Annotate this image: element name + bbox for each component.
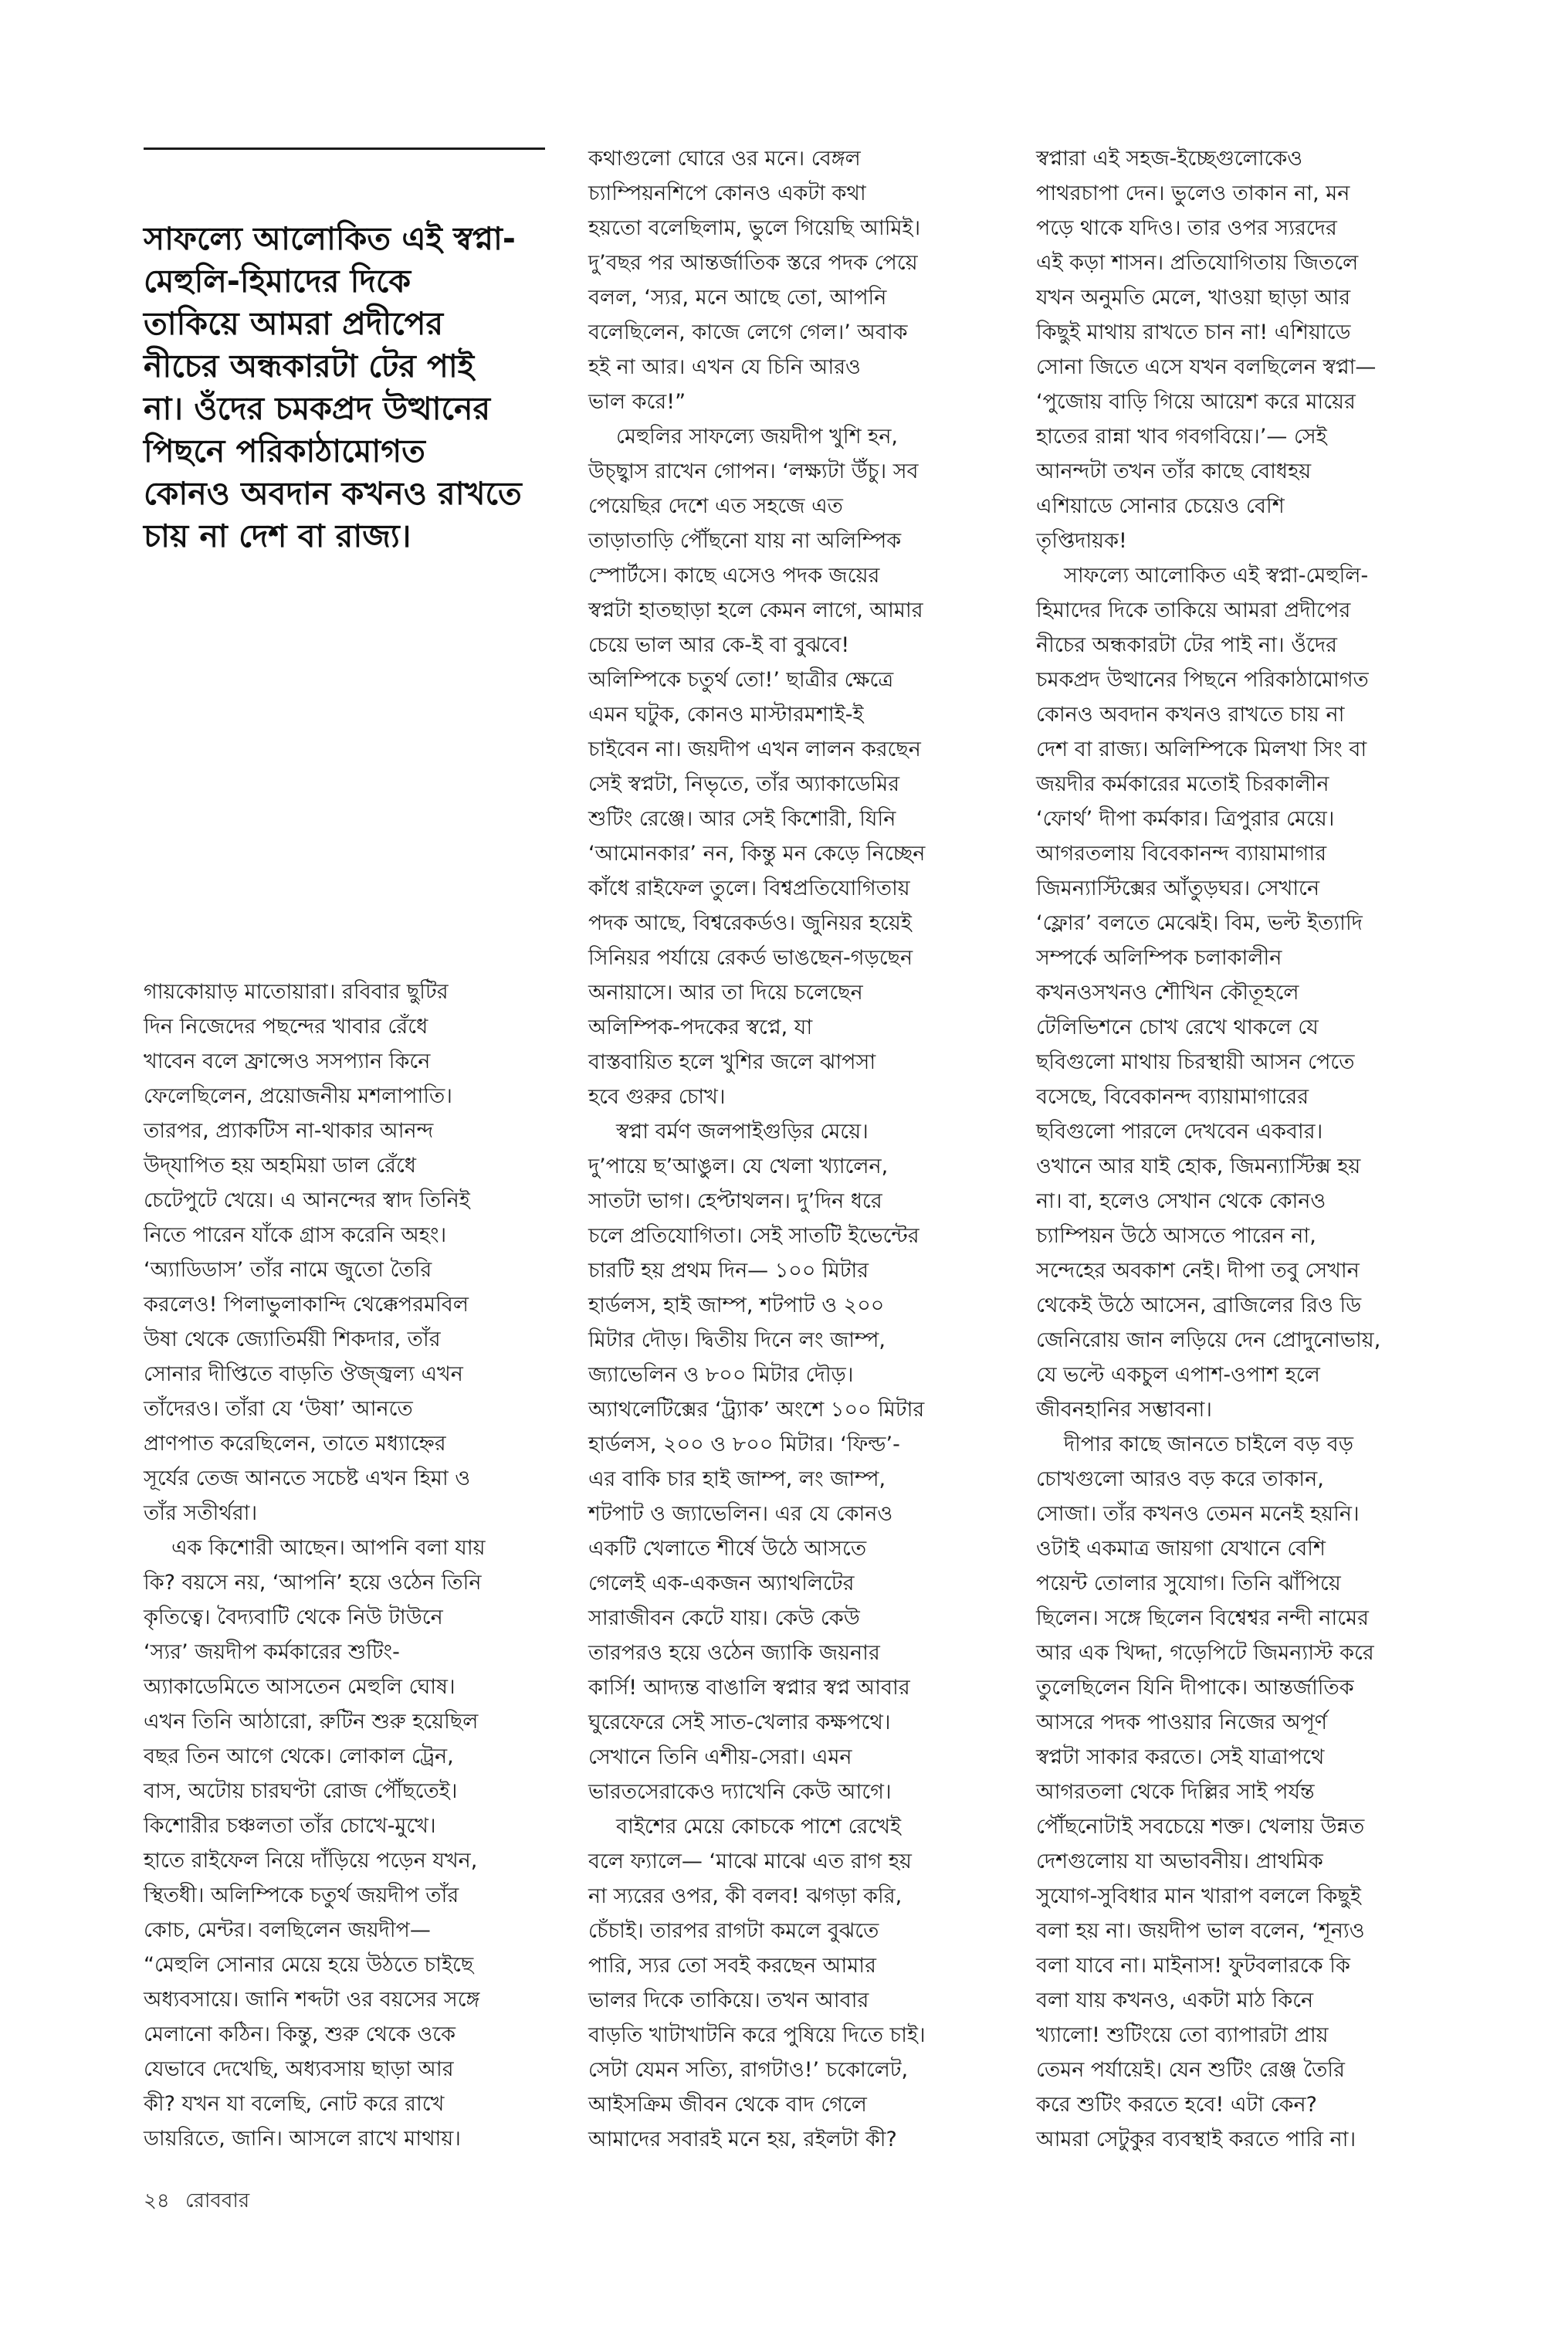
text-line: আইসক্রিম জীবন থেকে বাদ গেলে <box>588 2093 867 2117</box>
text-line: সিনিয়র পর্যায়ে রেকর্ড ভাঙছেন-গড়ছেন <box>588 946 913 970</box>
paragraph-start-line: সাফল্যে আলোকিত এই স্বপ্না-মেহুলি- <box>1064 564 1369 588</box>
text-line: বাস, অটোয় চারঘণ্টা রোজ পৌঁছতেই। <box>144 1779 458 1803</box>
text-line: তুলেছিলেন যিনি দীপাকে। আন্তর্জাতিক <box>1036 1676 1354 1700</box>
pull-quote-line: কোনও অবদান কখনও রাখতে <box>144 475 522 512</box>
text-line: খাবেন বলে ফ্রান্সেও সসপ্যান কিনে <box>144 1049 431 1073</box>
text-line: ছবিগুলো মাথায় চিরস্থায়ী আসন পেতে <box>1036 1050 1355 1074</box>
text-line: স্বপ্নটা সাকার করতে। সেই যাত্রাপথে <box>1036 1745 1325 1769</box>
text-line: করলেও! পিলাভুলাকান্দি থেক্কেপরমবিল <box>144 1293 469 1317</box>
article-column-middle <box>588 141 926 2157</box>
text-line: সোনার দীপ্তিতে বাড়তি ঔজ্জ্বল্য এখন <box>144 1362 463 1386</box>
text-line: পদক আছে, বিশ্বরেকর্ডও। জুনিয়র হয়েই <box>588 911 912 935</box>
text-line: তারপর, প্র্যাকটিস না-থাকার আনন্দ <box>144 1119 434 1143</box>
text-line: চেটেপুটে খেয়ে। এ আনন্দের স্বাদ তিনিই <box>144 1188 470 1212</box>
text-line: তৃপ্তিদায়ক! <box>1036 529 1127 553</box>
text-line: বলা যাবে না। মাইনাস! ফুটবলারকে কি <box>1036 1954 1350 1978</box>
text-line: বলা যায় কখনও, একটা মাঠ কিনে <box>1036 1989 1314 2012</box>
text-line: ডায়রিতে, জানি। আসলে রাখে মাথায়। <box>144 2127 461 2151</box>
text-line: না। বা, হলেও সেখান থেকে কোনও <box>1036 1189 1326 1213</box>
paragraph-start-line: স্বপ্না বর্মণ জলপাইগুড়ির মেয়ে। <box>616 1120 869 1144</box>
text-line: হাতে রাইফেল নিয়ে দাঁড়িয়ে পড়েন যখন, <box>144 1849 478 1873</box>
text-line: মেলানো কঠিন। কিন্তু, শুরু থেকে ওকে <box>144 2023 455 2046</box>
text-line: আগরতলা থেকে দিল্লির সাই পর্যন্ত <box>1036 1780 1315 1804</box>
text-line: দু’বছর পর আন্তর্জাতিক স্তরে পদক পেয়ে <box>588 251 918 275</box>
text-line: কোচ, মেন্টর। বলছিলেন জয়দীপ— <box>144 1918 431 1942</box>
text-line: চোখগুলো আরও বড় করে তাকান, <box>1036 1467 1324 1491</box>
text-line: বসেছে, বিবেকানন্দ ব্যায়ামাগারের <box>1036 1085 1309 1109</box>
paragraph-start-line: বাইশের মেয়ে কোচকে পাশে রেখেই <box>616 1815 902 1839</box>
text-line: দিন নিজেদের পছন্দের খাবার রেঁধে <box>144 1015 428 1039</box>
text-line: সুযোগ-সুবিধার মান খারাপ বললে কিছুই <box>1036 1884 1361 1908</box>
text-line: সন্দেহের অবকাশ নেই। দীপা তবু সেখান <box>1036 1259 1360 1283</box>
text-line: প্রাণপাত করেছিলেন, তাতে মধ্যাহ্নের <box>144 1432 446 1456</box>
text-line: হার্ডলস, ২০০ ও ৮০০ মিটার। ‘ফিল্ড’- <box>588 1433 900 1456</box>
text-line: দেশগুলোয় যা অভাবনীয়। প্রাথমিক <box>1036 1850 1323 1873</box>
text-line: ভালর দিকে তাকিয়ে। তখন আবার <box>588 1989 869 2012</box>
text-line: পৌঁছনোটাই সবচেয়ে শক্ত। খেলায় উন্নত <box>1036 1815 1365 1839</box>
text-line: সোজা। তাঁর কখনও তেমন মনেই হয়নি। <box>1036 1502 1360 1526</box>
pull-quote-line: নীচের অন্ধকারটা টের পাই <box>144 348 475 385</box>
text-line: ভাল করে!” <box>588 390 686 414</box>
text-line: জিমন্যাস্টিক্সের আঁতুড়ঘর। সেখানে <box>1036 876 1320 900</box>
text-line: দেশ বা রাজ্য। অলিম্পিকে মিলখা সিং বা <box>1036 737 1367 761</box>
text-line: স্পোর্টসে। কাছে এসেও পদক জয়ের <box>588 564 880 588</box>
paragraph-start-line: দীপার কাছে জানতে চাইলে বড় বড় <box>1064 1433 1353 1456</box>
text-line: চমকপ্রদ উত্থানের পিছনে পরিকাঠামোগত <box>1036 668 1369 692</box>
publication-name: রোববার <box>185 2189 250 2212</box>
text-line: নিতে পারেন যাঁকে গ্রাস করেনি অহং। <box>144 1223 447 1247</box>
pull-quote-line: চায় না দেশ বা রাজ্য। <box>144 517 411 554</box>
text-line: জীবনহানির সম্ভাবনা। <box>1036 1398 1212 1422</box>
text-line: কৃতিত্বে। বৈদ্যবাটি থেকে নিউ টাউনে <box>144 1605 443 1629</box>
text-line: হিমাদের দিকে তাকিয়ে আমরা প্রদীপের <box>1036 598 1351 622</box>
text-line: চারটি হয় প্রথম দিন— ১০০ মিটার <box>588 1259 869 1283</box>
text-line: চ্যাম্পিয়ন উঠে আসতে পারেন না, <box>1036 1224 1316 1248</box>
text-line: হই না আর। এখন যে চিনি আরও <box>588 355 861 379</box>
text-line: ‘পুজোয় বাড়ি গিয়ে আয়েশ করে মায়ের <box>1036 390 1356 414</box>
text-line: সোনা জিতে এসে যখন বলছিলেন স্বপ্না— <box>1036 355 1377 379</box>
text-line: যখন অনুমতি মেলে, খাওয়া ছাড়া আর <box>1036 286 1351 310</box>
text-line: এশিয়াডে সোনার চেয়েও বেশি <box>1036 494 1285 518</box>
text-line: জেনিরোয় জান লড়িয়ে দেন প্রোদুনোভায়, <box>1036 1328 1381 1352</box>
text-line: আনন্দটা তখন তাঁর কাছে বোধহয় <box>1036 459 1312 483</box>
text-line: ভারতসেরাকেও দ্যাখেনি কেউ আগে। <box>588 1780 892 1804</box>
text-line: গেলেই এক-একজন অ্যাথলিটের <box>588 1572 855 1595</box>
text-line: ‘অ্যাডিডাস’ তাঁর নামে জুতো তৈরি <box>144 1258 432 1282</box>
text-line: ‘ফোর্থ’ দীপা কর্মকার। ত্রিপুরার মেয়ে। <box>1036 807 1335 831</box>
text-line: অলিম্পিক-পদকের স্বপ্নে, যা <box>588 1016 813 1039</box>
pull-quote-line: মেহুলি-হিমাদের দিকে <box>144 263 411 300</box>
text-line: চেঁচাই। তারপর রাগটা কমলে বুঝতে <box>588 1919 879 1943</box>
text-line: তাঁদেরও। তাঁরা যে ‘উষা’ আনতে <box>144 1397 413 1421</box>
text-line: কি? বয়সে নয়, ‘আপনি’ হয়ে ওঠেন তিনি <box>144 1571 482 1595</box>
text-line: সেই স্বপ্নটা, নিভৃতে, তাঁর অ্যাকাডেমির <box>588 772 900 796</box>
text-line: মিটার দৌড়। দ্বিতীয় দিনে লং জাম্প, <box>588 1328 886 1352</box>
text-line: তাঁর সতীর্থরা। <box>144 1501 258 1525</box>
text-line: স্বপ্নটা হাতছাড়া হলে কেমন লাগে, আমার <box>588 598 923 622</box>
text-line: পেয়েছির দেশে এত সহজে এত <box>588 494 843 518</box>
text-line: ছিলেন। সঙ্গে ছিলেন বিশ্বেশ্বর নন্দী নামের <box>1036 1606 1369 1630</box>
text-line: এখন তিনি আঠারো, রুটিন শুরু হয়েছিল <box>144 1710 479 1734</box>
text-line: না স্যরের ওপর, কী বলব! ঝগড়া করি, <box>588 1884 903 1908</box>
text-line: দু’পায়ে ছ’আঙুল। যে খেলা খ্যালেন, <box>588 1155 889 1178</box>
pull-quote-line: না। ওঁদের চমকপ্রদ উত্থানের <box>144 390 491 427</box>
text-line: পারি, স্যর তো সবই করছেন আমার <box>588 1954 876 1978</box>
text-line: তারপরও হয়ে ওঠেন জ্যাকি জয়নার <box>588 1641 880 1665</box>
text-line: খ্যালো! শুটিংয়ে তো ব্যাপারটা প্রায় <box>1036 2023 1329 2047</box>
text-line: যে ভল্টে একচুল এপাশ-ওপাশ হলে <box>1036 1363 1320 1387</box>
text-line: হার্ডলস, হাই জাম্প, শটপাট ও ২০০ <box>588 1294 885 1317</box>
text-line: সূর্যের তেজ আনতে সচেষ্ট এখন হিমা ও <box>144 1466 471 1490</box>
text-line: বাড়তি খাটাখাটনি করে পুষিয়ে দিতে চাই। <box>588 2023 926 2047</box>
text-line: গায়কোয়াড় মাতোয়ারা। রবিবার ছুটির <box>144 980 449 1004</box>
text-line: উদ্‌যাপিত হয় অহমিয়া ডাল রেঁধে <box>144 1154 416 1178</box>
text-line: কথাগুলো ঘোরে ওর মনে। বেঙ্গল <box>588 147 861 171</box>
text-line: কোনও অবদান কখনও রাখতে চায় না <box>1036 703 1345 727</box>
text-line: ছবিগুলো পারলে দেখবেন একবার। <box>1036 1120 1323 1144</box>
text-line: পড়ে থাকে যদিও। তার ওপর স্যরদের <box>1036 216 1337 240</box>
text-line: ঘুরেফেরে সেই সাত-খেলার কক্ষপথে। <box>588 1711 891 1734</box>
text-line: অলিম্পিকে চতুর্থ তো!’ ছাত্রীর ক্ষেত্রে <box>588 668 894 692</box>
text-line: হবে গুরুর চোখ। <box>588 1085 726 1109</box>
text-line: জয়দীর কর্মকারের মতোই চিরকালীন <box>1036 772 1329 796</box>
text-line: আমরা সেটুকুর ব্যবস্থাই করতে পারি না। <box>1036 2128 1356 2151</box>
text-line: বছর তিন আগে থেকে। লোকাল ট্রেন, <box>144 1744 454 1768</box>
text-line: আমাদের সবারই মনে হয়, রইলটা কী? <box>588 2128 897 2151</box>
pull-quote <box>144 218 560 558</box>
text-line: এমন ঘটুক, কোনও মাস্টারমশাই-ই <box>588 703 864 727</box>
text-line: কিশোরীর চঞ্চলতা তাঁর চোখে-মুখে। <box>144 1814 436 1838</box>
text-line: অ্যাথলেটিক্সের ‘ট্র্যাক’ অংশে ১০০ মিটার <box>588 1398 925 1422</box>
text-line: তেমন পর্যায়েই। যেন শুটিং রেঞ্জ তৈরি <box>1036 2058 1345 2082</box>
text-line: অ্যাকাডেমিতে আসতেন মেহুলি ঘোষ। <box>144 1675 455 1699</box>
text-line: ‘আমোনকার’ নন, কিন্তু মন কেড়ে নিচ্ছেন <box>588 842 926 866</box>
text-line: টেলিভিশনে চোখ রেখে থাকলে যে <box>1036 1016 1319 1039</box>
pull-quote-line: সাফল্যে আলোকিত এই স্বপ্না- <box>144 220 516 257</box>
text-line: বলল, ‘স্যর, মনে আছে তো, আপনি <box>588 286 887 310</box>
text-line: ওখানে আর যাই হোক, জিমন্যাস্টিক্স হয় <box>1036 1155 1361 1178</box>
text-line: বলে ফ্যালে— ‘মাঝে মাঝে এত রাগ হয় <box>588 1850 912 1873</box>
text-line: থেকেই উঠে আসেন, ব্রাজিলের রিও ডি <box>1036 1294 1362 1317</box>
text-line: ‘স্যর’ জয়দীপ কর্মকারের শুটিং- <box>144 1640 400 1664</box>
text-line: তাড়াতাড়ি পৌঁছনো যায় না অলিম্পিক <box>588 529 902 553</box>
text-line: ‘ফ্লোর’ বলতে মেঝেই। বিম, ভল্ট ইত্যাদি <box>1036 911 1363 935</box>
text-line: সাতটা ভাগ। হেপ্টাথলন। দু’দিন ধরে <box>588 1189 882 1213</box>
pull-quote-line: তাকিয়ে আমরা প্রদীপের <box>144 305 444 342</box>
text-line: করে শুটিং করতে হবে! এটা কেন? <box>1036 2093 1317 2117</box>
text-line: উষা থেকে জ্যোতির্ময়ী শিকদার, তাঁর <box>144 1327 441 1351</box>
text-line: শটপাট ও জ্যাভেলিন। এর যে কোনও <box>588 1502 893 1526</box>
text-line: পয়েন্ট তোলার সুযোগ। তিনি ঝাঁপিয়ে <box>1036 1572 1341 1595</box>
text-line: কখনওসখনও শৌখিন কৌতূহলে <box>1036 981 1299 1005</box>
text-line: চাইবেন না। জয়দীপ এখন লালন করছেন <box>588 737 921 761</box>
text-line: চ্যাম্পিয়নশিপে কোনও একটা কথা <box>588 181 866 205</box>
text-line: আগরতলায় বিবেকানন্দ ব্যায়ামাগার <box>1036 842 1327 866</box>
paragraph-start-line: মেহুলির সাফল্যে জয়দীপ খুশি হন, <box>616 425 899 449</box>
text-line: একটি খেলাতে শীর্ষে উঠে আসতে <box>588 1537 867 1561</box>
pull-quote-line: পিছনে পরিকাঠামোগত <box>144 432 425 470</box>
text-line: কিছুই মাথায় রাখতে চান না! এশিয়াডে <box>1036 320 1351 344</box>
page-footer <box>144 2188 249 2214</box>
text-line: সারাজীবন কেটে যায়। কেউ কেউ <box>588 1606 860 1630</box>
text-line: কাঁধে রাইফেল তুলে। বিশ্বপ্রতিযোগিতায় <box>588 876 910 900</box>
text-line: আসরে পদক পাওয়ার নিজের অপূর্ণ <box>1036 1711 1328 1734</box>
text-line: সেখানে তিনি এশীয়-সেরা। এমন <box>588 1745 852 1769</box>
text-line: কী? যখন যা বলেছি, নোট করে রাখে <box>144 2092 445 2116</box>
text-line: ওটাই একমাত্র জায়গা যেখানে বেশি <box>1036 1537 1326 1561</box>
pull-quote-top-rule <box>144 147 545 150</box>
text-line: যেভাবে দেখেছি, অধ্যবসায় ছাড়া আর <box>144 2057 454 2081</box>
text-line: চেয়ে ভাল আর কে-ই বা বুঝবে! <box>588 633 850 657</box>
text-line: হয়তো বলেছিলাম, ভুলে গিয়েছি আমিই। <box>588 216 921 240</box>
text-line: বাস্তবায়িত হলে খুশির জলে ঝাপসা <box>588 1050 876 1074</box>
text-line: চলে প্রতিযোগিতা। সেই সাতটি ইভেন্টের <box>588 1224 919 1248</box>
page-number: ২৪ <box>144 2189 170 2212</box>
text-line: স্থিতধী। অলিম্পিকে চতুর্থ জয়দীপ তাঁর <box>144 1884 459 1907</box>
text-line: “মেহুলি সোনার মেয়ে হয়ে উঠতে চাইছে <box>144 1953 474 1977</box>
text-line: এর বাকি চার হাই জাম্প, লং জাম্প, <box>588 1467 886 1491</box>
text-line: অধ্যবসায়ে। জানি শব্দটা ওর বয়সের সঙ্গে <box>144 1988 480 2012</box>
text-line: উচ্ছ্বাস রাখেন গোপন। ‘লক্ষ্যটা উঁচু। সব <box>588 459 919 483</box>
text-line: বলা হয় না। জয়দীপ ভাল বলেন, ‘শূন্যও <box>1036 1919 1365 1943</box>
text-line: নীচের অন্ধকারটা টের পাই না। ওঁদের <box>1036 633 1337 657</box>
text-line: আর এক খিদ্দা, গড়েপিটে জিমন্যাস্ট করে <box>1036 1641 1374 1665</box>
text-line: এই কড়া শাসন। প্রতিযোগিতায় জিতলে <box>1036 251 1359 275</box>
text-line: কার্সি! আদ্যন্ত বাঙালি স্বপ্নার স্বপ্ন আবার <box>588 1676 910 1700</box>
text-line: বলেছিলেন, কাজে লেগে গেল।’ অবাক <box>588 320 908 344</box>
text-line: হাতের রান্না খাব গবগবিয়ে।’— সেই <box>1036 425 1327 449</box>
article-column-left <box>144 975 486 2156</box>
text-line: জ্যাভেলিন ও ৮০০ মিটার দৌড়। <box>588 1363 854 1387</box>
article-column-right <box>1036 141 1380 2157</box>
text-line: অনায়াসে। আর তা দিয়ে চলেছেন <box>588 981 863 1005</box>
text-line: পাথরচাপা দেন। ভুলেও তাকান না, মন <box>1036 181 1350 205</box>
text-line: শুটিং রেঞ্জে। আর সেই কিশোরী, যিনি <box>588 807 896 831</box>
text-line: ফেলেছিলেন, প্রয়োজনীয় মশলাপাতি। <box>144 1084 452 1108</box>
paragraph-start-line: এক কিশোরী আছেন। আপনি বলা যায় <box>171 1536 486 1560</box>
text-line: সম্পর্কে অলিম্পিক চলাকালীন <box>1036 946 1282 970</box>
text-line: স্বপ্নারা এই সহজ-ইচ্ছেগুলোকেও <box>1036 147 1303 171</box>
text-line: সেটা যেমন সত্যি, রাগটাও!’ চকোলেট, <box>588 2058 909 2082</box>
